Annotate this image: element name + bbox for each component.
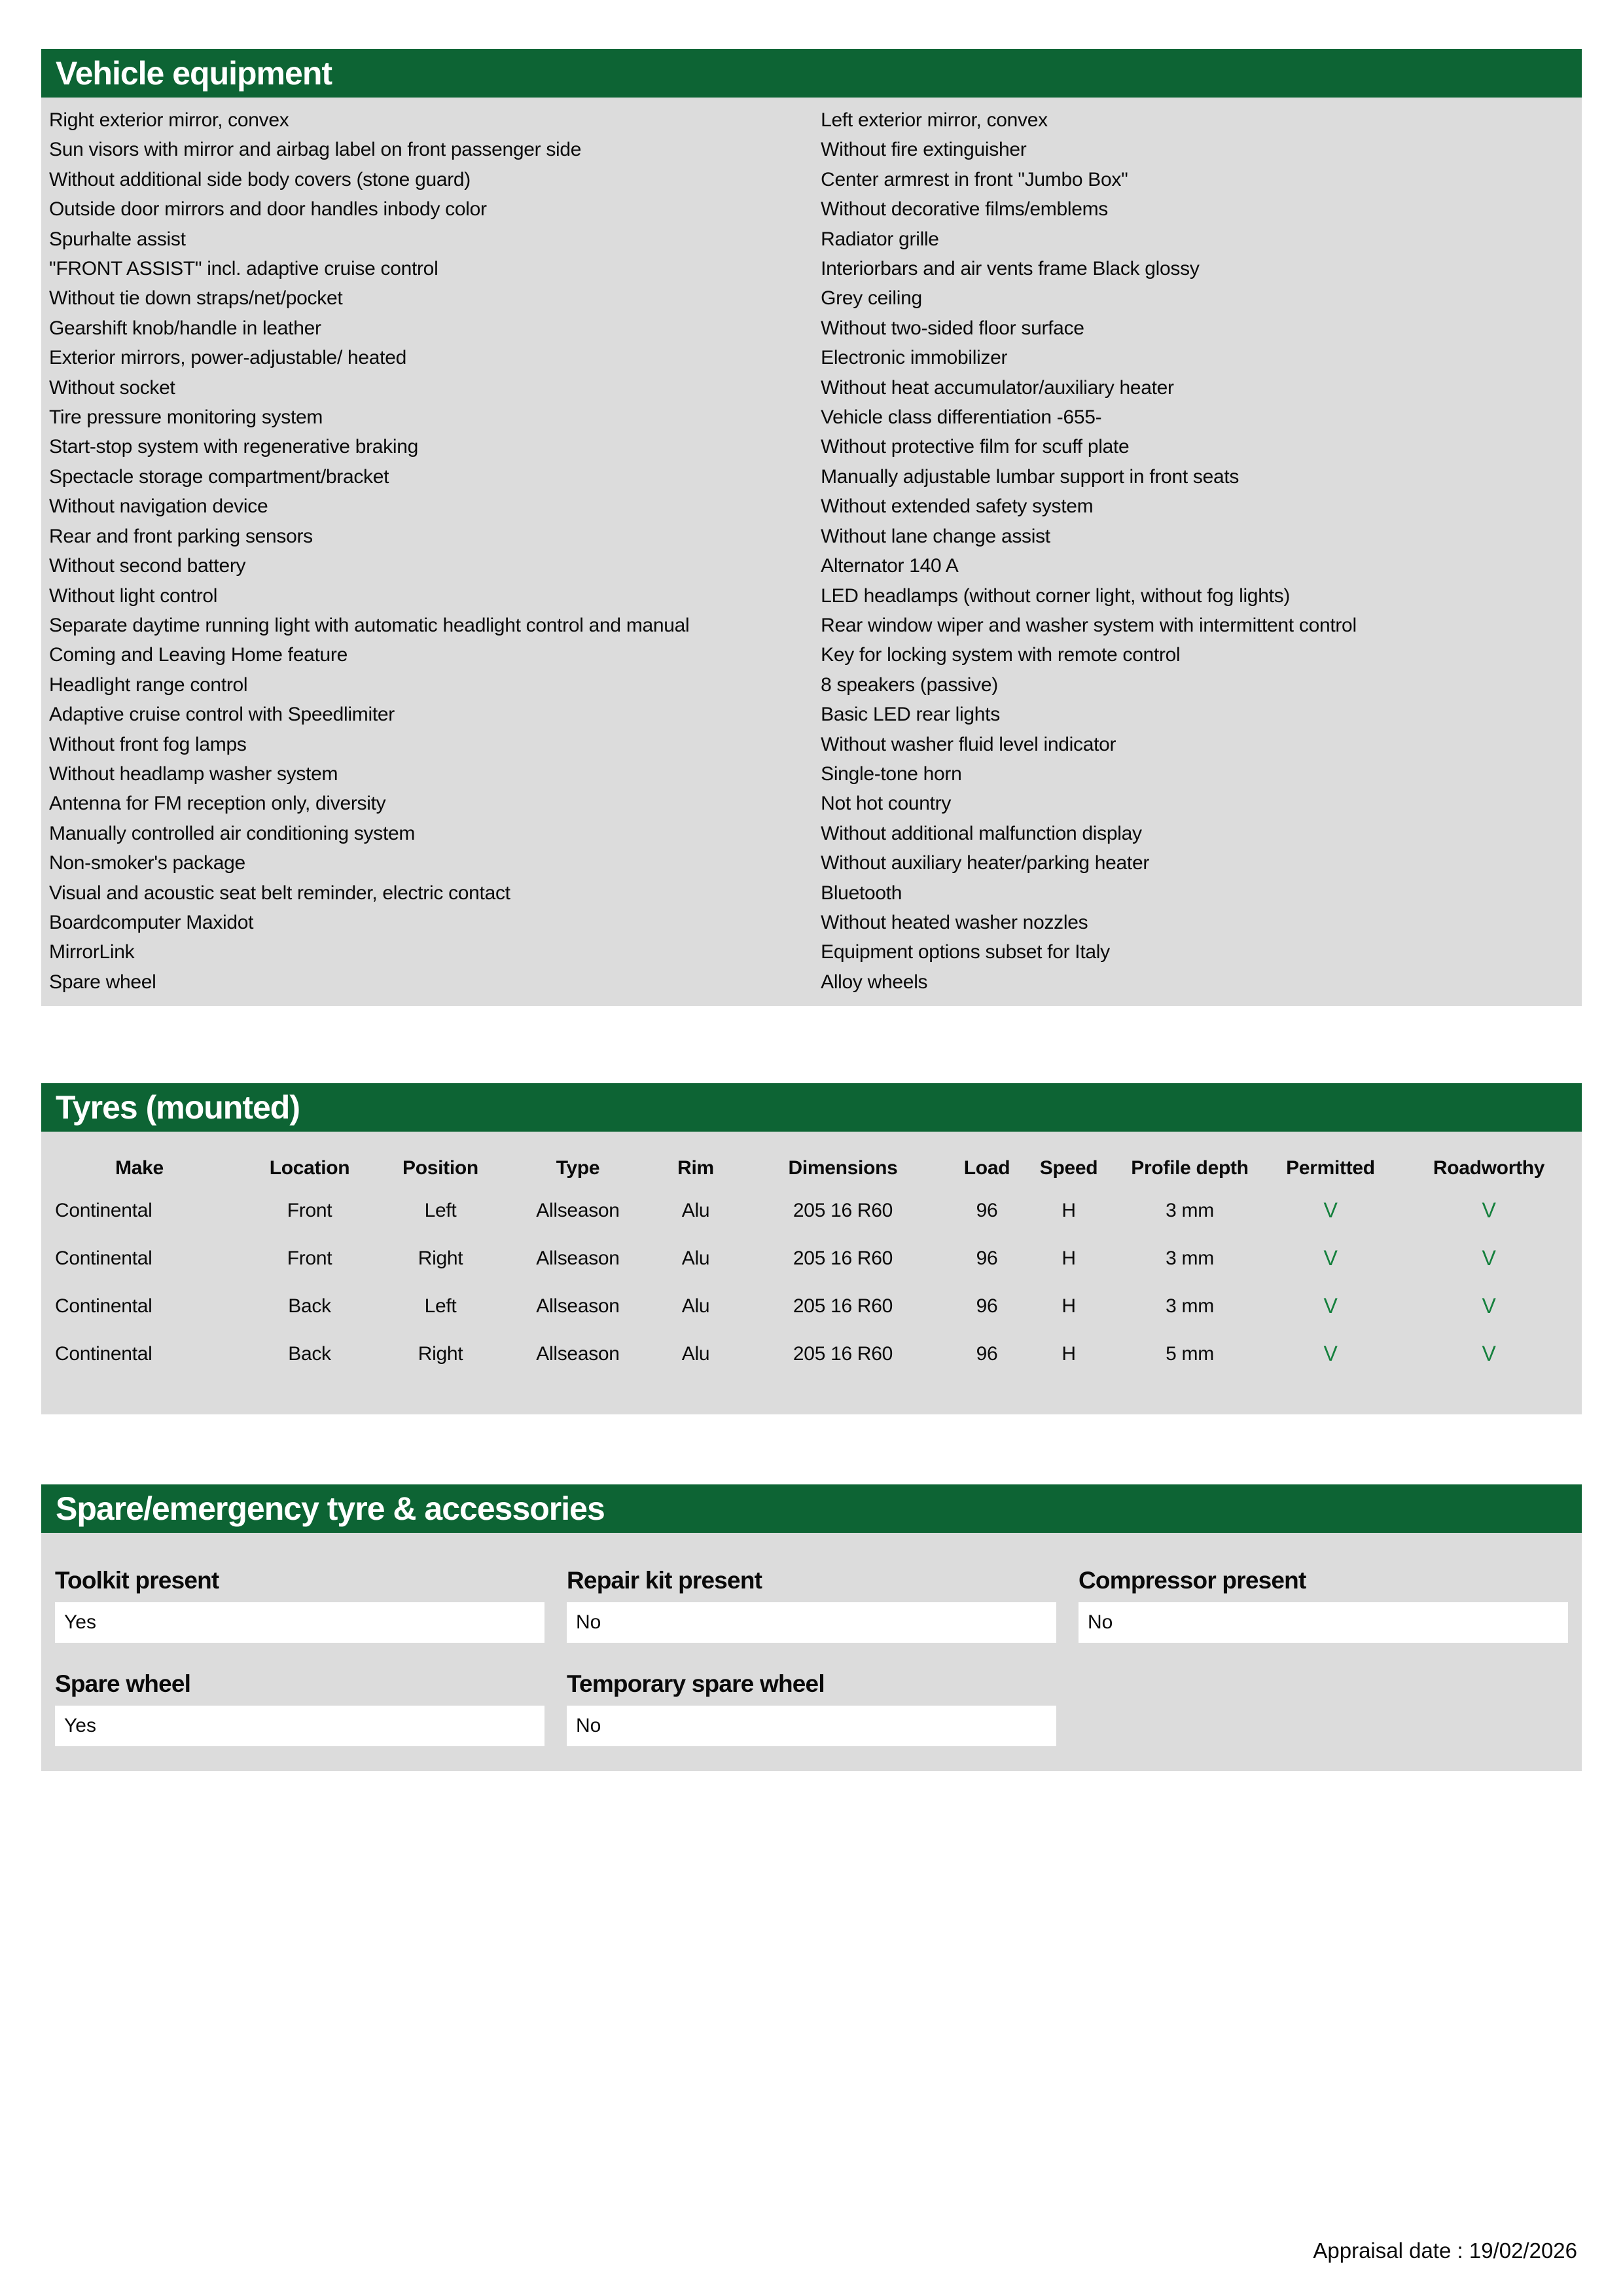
tyres-column-header: Position (402, 1157, 478, 1179)
tyre-rim: Alu (681, 1247, 710, 1269)
equipment-item: Key for locking system with remote control (821, 644, 1181, 666)
equipment-item: Single-tone horn (821, 762, 962, 785)
field-repair-kit-present (567, 1567, 1056, 1643)
equipment-item: Left exterior mirror, convex (821, 109, 1048, 131)
equipment-item: Manually controlled air conditioning system (49, 822, 416, 844)
permitted-check-icon: V (1323, 1342, 1338, 1366)
tyres-column-header: Load (963, 1157, 1010, 1179)
tyre-speed: H (1061, 1199, 1076, 1221)
tyre-type: Allseason (536, 1342, 620, 1365)
tyre-row (41, 1187, 1582, 1234)
equipment-item: Without lane change assist (821, 525, 1050, 547)
tyres-column-header: Permitted (1286, 1157, 1375, 1179)
roadworthy-check-icon: V (1482, 1198, 1496, 1223)
equipment-item: Sun visors with mirror and airbag label on front passenger side (49, 139, 582, 161)
equipment-item: Without second battery (49, 555, 246, 577)
spare-tyre-body (41, 1533, 1582, 1771)
equipment-item: Antenna for FM reception only, diversity (49, 793, 386, 815)
permitted-check-icon: V (1323, 1198, 1338, 1223)
tyre-dimensions: 205 16 R60 (793, 1295, 893, 1317)
tyre-location: Back (288, 1342, 331, 1365)
field-toolkit-present (55, 1567, 544, 1643)
field-compressor-present-value: No (1079, 1602, 1568, 1643)
equipment-item: MirrorLink (49, 941, 135, 963)
equipment-item: Bluetooth (821, 882, 902, 904)
equipment-item: Without heat accumulator/auxiliary heater (821, 376, 1174, 399)
equipment-item: Electronic immobilizer (821, 347, 1008, 369)
equipment-item: Alternator 140 A (821, 555, 959, 577)
tyre-dimensions: 205 16 R60 (793, 1199, 893, 1221)
tyre-rim: Alu (681, 1199, 710, 1221)
equipment-item: Non-smoker's package (49, 852, 245, 874)
tyre-load: 96 (976, 1247, 998, 1269)
equipment-item: "FRONT ASSIST" incl. adaptive cruise control (49, 258, 438, 280)
tyre-position: Right (418, 1247, 463, 1269)
equipment-right-column (821, 105, 1582, 997)
field-temporary-spare-wheel (567, 1670, 1056, 1746)
field-compressor-present (1079, 1567, 1568, 1643)
equipment-item: Manually adjustable lumbar support in front seats (821, 465, 1240, 488)
tyre-type: Allseason (536, 1247, 620, 1269)
equipment-item: Without auxiliary heater/parking heater (821, 852, 1150, 874)
equipment-item: Grey ceiling (821, 287, 922, 310)
tyre-location: Back (288, 1295, 331, 1317)
tyres-column-header: Speed (1039, 1157, 1098, 1179)
tyre-dimensions: 205 16 R60 (793, 1247, 893, 1269)
equipment-item: Gearshift knob/handle in leather (49, 317, 321, 339)
equipment-item: Start-stop system with regenerative braking (49, 436, 419, 458)
spare-tyre-section (41, 1484, 1582, 1771)
equipment-item: Without navigation device (49, 495, 268, 518)
equipment-item: Spectacle storage compartment/bracket (49, 465, 389, 488)
equipment-item: Visual and acoustic seat belt reminder, electric contact (49, 882, 510, 904)
equipment-item: Without two-sided floor surface (821, 317, 1084, 339)
tyres-table-header-row (41, 1150, 1582, 1187)
equipment-item: Without extended safety system (821, 495, 1094, 518)
equipment-item: Headlight range control (49, 673, 248, 696)
equipment-item: LED headlamps (without corner light, without fog lights) (821, 584, 1291, 607)
equipment-item: Without headlamp washer system (49, 762, 338, 785)
tyre-row (41, 1282, 1582, 1330)
tyre-make: Continental (55, 1199, 152, 1221)
equipment-item: Without tie down straps/net/pocket (49, 287, 343, 310)
equipment-item: Interiorbars and air vents frame Black glossy (821, 258, 1200, 280)
equipment-item: Center armrest in front "Jumbo Box" (821, 168, 1128, 190)
tyre-load: 96 (976, 1295, 998, 1317)
tyres-section (41, 1083, 1582, 1414)
field-repair-kit-present-label: Repair kit present (567, 1567, 762, 1594)
tyres-column-header: Dimensions (788, 1157, 898, 1179)
field-temporary-spare-wheel-value: No (567, 1706, 1056, 1746)
roadworthy-check-icon: V (1482, 1342, 1496, 1366)
field-repair-kit-present-value: No (567, 1602, 1056, 1643)
tyre-load: 96 (976, 1342, 998, 1365)
field-spare-wheel (55, 1670, 544, 1746)
equipment-item: Without light control (49, 584, 218, 607)
equipment-item: Without socket (49, 376, 175, 399)
equipment-item: Separate daytime running light with automatic headlight control and manual (49, 614, 690, 636)
equipment-item: Without fire extinguisher (821, 139, 1027, 161)
tyre-speed: H (1061, 1342, 1076, 1365)
tyre-position: Left (424, 1199, 457, 1221)
tyre-speed: H (1061, 1295, 1076, 1317)
tyre-position: Left (424, 1295, 457, 1317)
permitted-check-icon: V (1323, 1294, 1338, 1318)
field-toolkit-present-value: Yes (55, 1602, 544, 1643)
tyre-profile-depth: 3 mm (1166, 1247, 1214, 1269)
equipment-item: Right exterior mirror, convex (49, 109, 289, 131)
equipment-item: Spare wheel (49, 971, 156, 993)
tyre-dimensions: 205 16 R60 (793, 1342, 893, 1365)
equipment-item: Without additional malfunction display (821, 822, 1142, 844)
vehicle-equipment-section (41, 49, 1582, 1006)
tyre-rim: Alu (681, 1342, 710, 1365)
tyres-body (41, 1132, 1582, 1414)
tyre-row (41, 1330, 1582, 1378)
equipment-item: Without additional side body covers (stone guard) (49, 168, 471, 190)
equipment-item: Without front fog lamps (49, 733, 247, 755)
equipment-item: Tire pressure monitoring system (49, 406, 323, 429)
tyre-profile-depth: 3 mm (1166, 1199, 1214, 1221)
equipment-item: Rear window wiper and washer system with intermittent control (821, 614, 1357, 636)
equipment-item: Not hot country (821, 793, 952, 815)
spare-fields-grid (55, 1567, 1568, 1746)
equipment-item: Vehicle class differentiation -655- (821, 406, 1102, 429)
equipment-item: Without heated washer nozzles (821, 911, 1088, 933)
tyre-rim: Alu (681, 1295, 710, 1317)
tyre-speed: H (1061, 1247, 1076, 1269)
tyre-make: Continental (55, 1295, 152, 1317)
field-spare-wheel-value: Yes (55, 1706, 544, 1746)
equipment-item: Radiator grille (821, 228, 939, 250)
tyres-column-header: Roadworthy (1433, 1157, 1545, 1179)
equipment-item: Without protective film for scuff plate (821, 436, 1130, 458)
equipment-item: 8 speakers (passive) (821, 673, 998, 696)
tyre-profile-depth: 3 mm (1166, 1295, 1214, 1317)
vehicle-equipment-title: Vehicle equipment (56, 55, 332, 92)
permitted-check-icon: V (1323, 1246, 1338, 1270)
equipment-item: Exterior mirrors, power-adjustable/ heated (49, 347, 406, 369)
vehicle-equipment-body (41, 98, 1582, 1006)
tyres-column-header: Rim (677, 1157, 714, 1179)
tyre-location: Front (287, 1247, 332, 1269)
equipment-item: Boardcomputer Maxidot (49, 911, 254, 933)
equipment-item: Outside door mirrors and door handles inbody color (49, 198, 487, 221)
field-temporary-spare-wheel-label: Temporary spare wheel (567, 1670, 825, 1698)
vehicle-equipment-header (41, 49, 1582, 98)
tyres-column-header: Location (269, 1157, 350, 1179)
field-compressor-present-label: Compressor present (1079, 1567, 1306, 1594)
tyres-column-header: Type (556, 1157, 600, 1179)
equipment-item: Without washer fluid level indicator (821, 733, 1116, 755)
tyre-profile-depth: 5 mm (1166, 1342, 1214, 1365)
equipment-item: Adaptive cruise control with Speedlimiter (49, 704, 395, 726)
appraisal-date: Appraisal date : 19/02/2026 (1313, 2238, 1577, 2263)
tyres-table (41, 1150, 1582, 1378)
equipment-item: Coming and Leaving Home feature (49, 644, 348, 666)
tyre-position: Right (418, 1342, 463, 1365)
equipment-item: Equipment options subset for Italy (821, 941, 1110, 963)
tyres-table-rows (41, 1187, 1582, 1378)
spare-tyre-header (41, 1484, 1582, 1533)
tyre-location: Front (287, 1199, 332, 1221)
tyre-make: Continental (55, 1342, 152, 1365)
equipment-item: Basic LED rear lights (821, 704, 1000, 726)
equipment-item: Without decorative films/emblems (821, 198, 1108, 221)
roadworthy-check-icon: V (1482, 1246, 1496, 1270)
tyres-column-header: Profile depth (1131, 1157, 1249, 1179)
tyre-make: Continental (55, 1247, 152, 1269)
spare-tyre-title: Spare/emergency tyre & accessories (56, 1490, 605, 1528)
field-spare-wheel-label: Spare wheel (55, 1670, 191, 1698)
equipment-left-column (41, 105, 821, 997)
tyres-header (41, 1083, 1582, 1132)
roadworthy-check-icon: V (1482, 1294, 1496, 1318)
field-toolkit-present-label: Toolkit present (55, 1567, 219, 1594)
tyres-title: Tyres (mounted) (56, 1089, 300, 1126)
equipment-item: Rear and front parking sensors (49, 525, 313, 547)
tyre-row (41, 1234, 1582, 1282)
tyre-load: 96 (976, 1199, 998, 1221)
tyres-column-header: Make (115, 1157, 164, 1179)
equipment-item: Alloy wheels (821, 971, 928, 993)
tyre-type: Allseason (536, 1199, 620, 1221)
equipment-item: Spurhalte assist (49, 228, 186, 250)
tyre-type: Allseason (536, 1295, 620, 1317)
